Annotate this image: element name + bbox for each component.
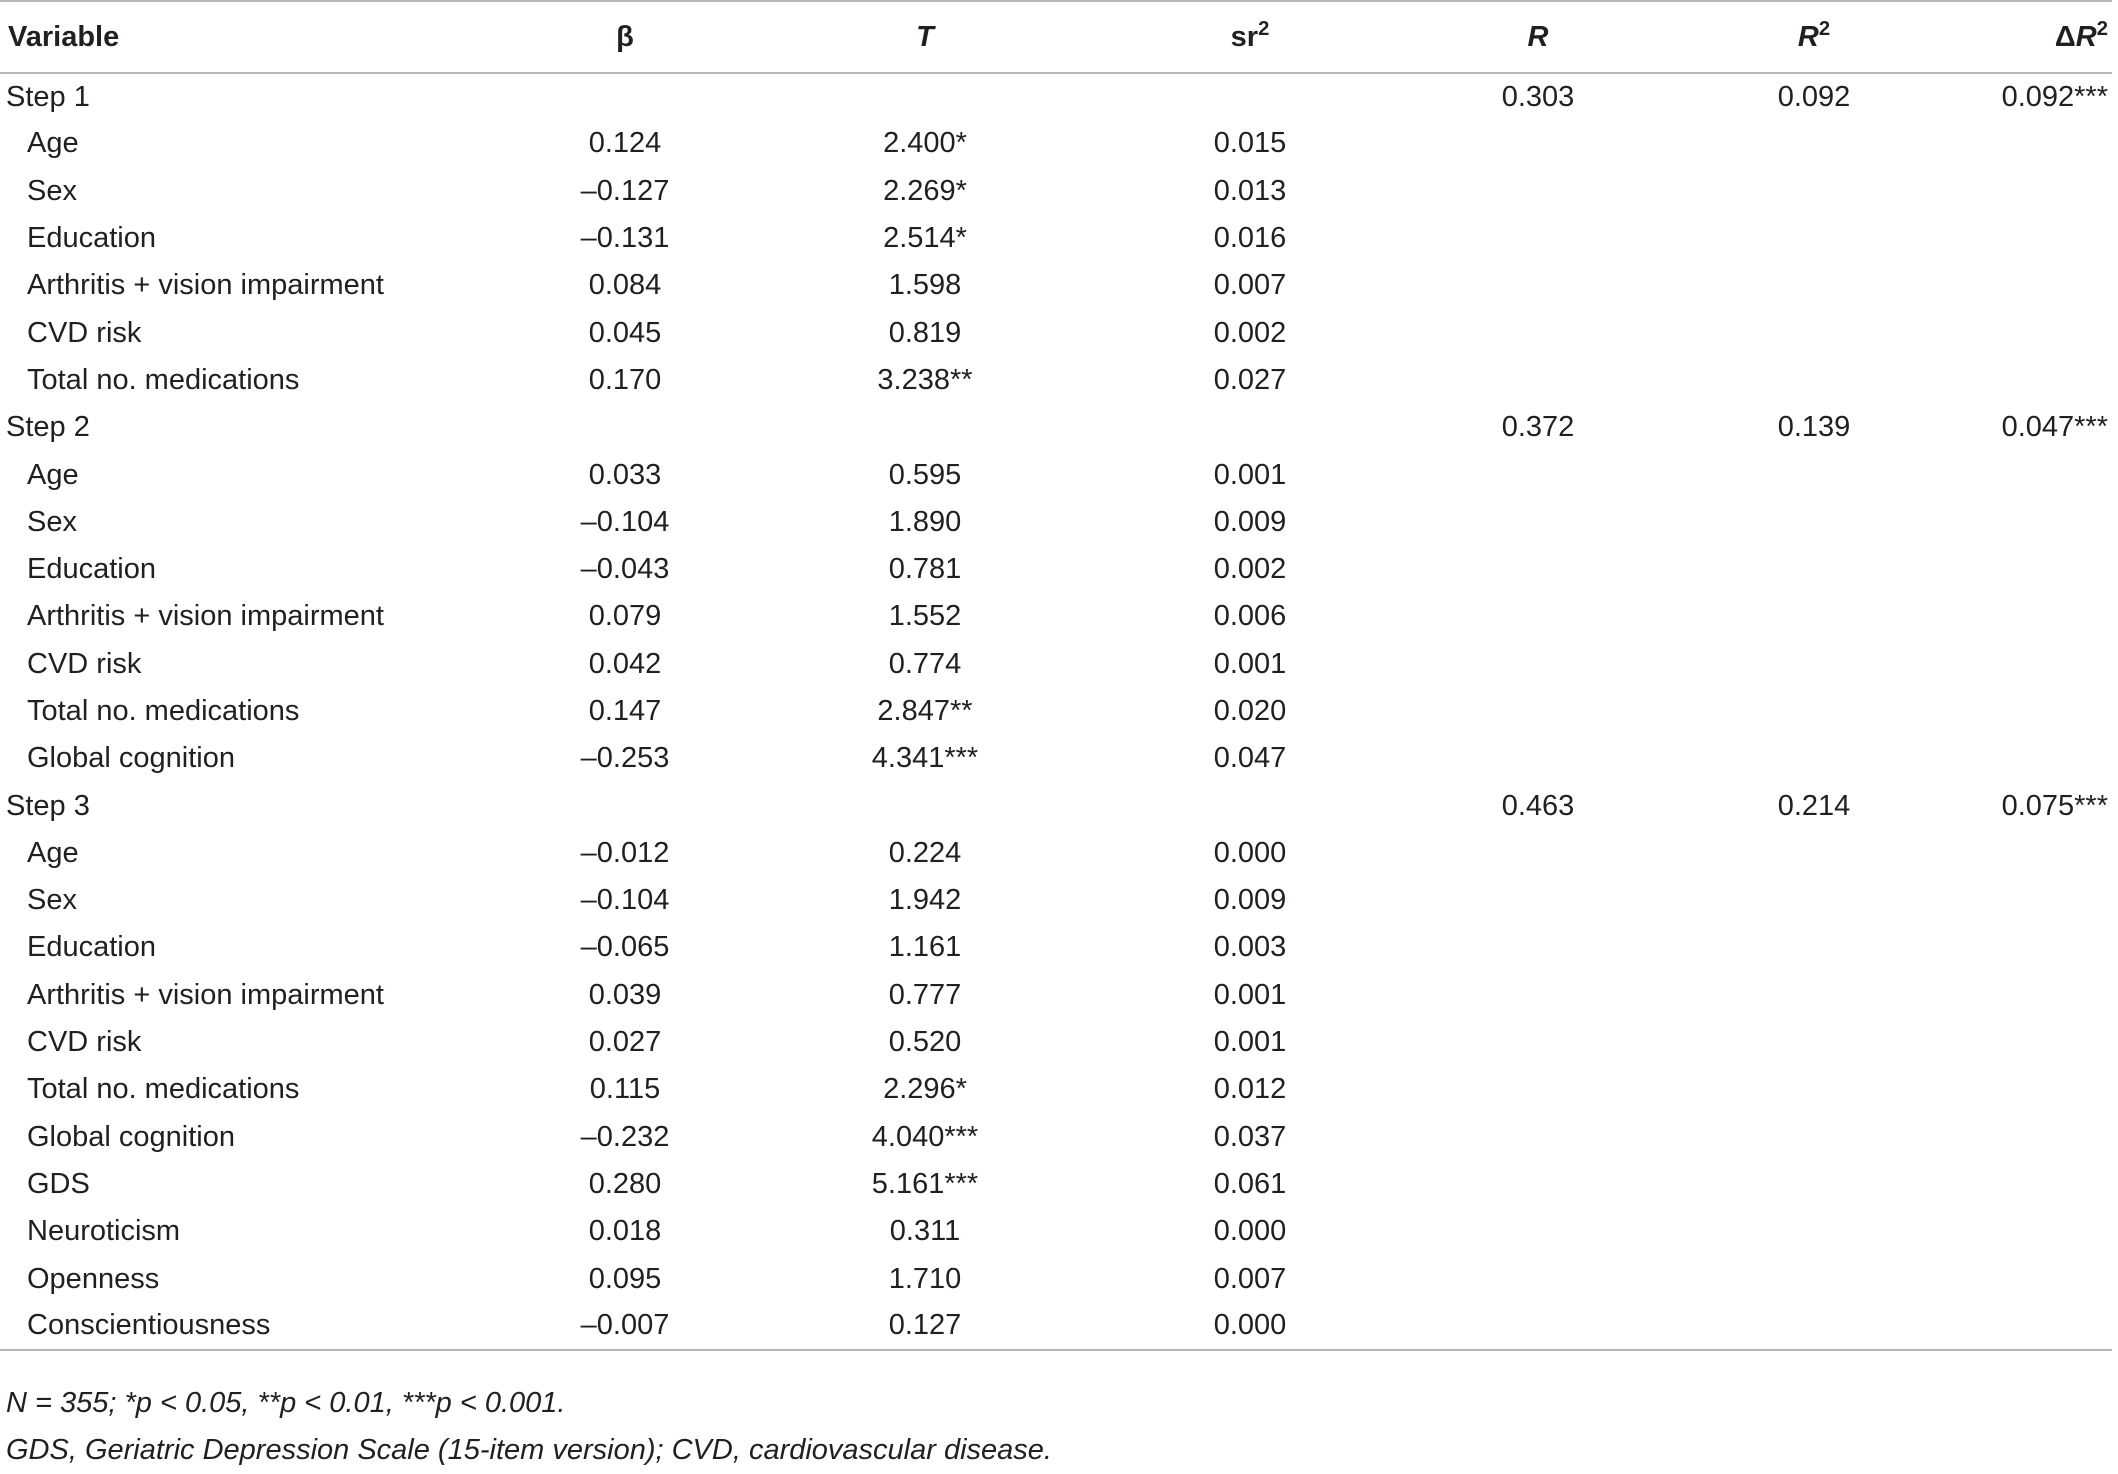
cell-sr2: 0.000 [1100,1303,1400,1350]
cell-sr2: 0.007 [1213,1262,1287,1295]
cell-sr2 [1100,404,1400,451]
cell-sr2: 0.001 [1213,978,1287,1011]
header-r2-sup: 2 [1818,17,1831,40]
header-r-text: R [1527,20,1549,53]
cell-delta-r2 [1952,877,2112,924]
table-row [0,924,2112,971]
cell-t: 1.161 [888,931,962,964]
cell-r2 [1676,120,1952,167]
table-row [0,215,2112,262]
cell-beta: –0.127 [580,174,670,207]
table-row [0,830,2112,877]
header-delta-r2 [1952,1,2112,73]
cell-sr2: 0.001 [1213,1026,1287,1059]
header-r2 [1676,1,1952,73]
header-t: T [750,1,1100,73]
cell-variable: Step 2 [6,411,90,444]
cell-r [1400,1255,1676,1302]
cell-sr2: 0.061 [1213,1167,1287,1200]
cell-t: 0.774 [888,647,962,680]
cell-r: 0.303 [1501,80,1575,113]
cell-r2 [1676,641,1952,688]
cell-delta-r2 [1952,972,2112,1019]
header-r2-text: R [1797,20,1819,53]
cell-r [1400,641,1676,688]
cell-beta: 0.115 [589,1073,661,1106]
table-row [0,262,2112,309]
table-row [0,593,2112,640]
cell-delta-r2 [1952,215,2112,262]
cell-beta: –0.232 [580,1120,670,1153]
header-delta-symbol: Δ [2054,20,2076,53]
header-delta-r2-text: R [2075,20,2097,53]
cell-r [1400,830,1676,877]
cell-r [1400,972,1676,1019]
cell-variable: Openness [27,1262,160,1295]
cell-delta-r2 [1952,1019,2112,1066]
cell-beta: 0.079 [588,600,662,633]
cell-t: 2.514* [883,222,967,255]
cell-delta-r2 [1952,168,2112,215]
cell-r [1400,1114,1676,1161]
cell-variable: Total no. medications [27,1073,300,1106]
cell-delta-r2 [1952,120,2112,167]
cell-beta: 0.095 [588,1262,662,1295]
table-row [0,1114,2112,1161]
cell-r2 [1676,830,1952,877]
table-row [0,877,2112,924]
cell-r2 [1676,168,1952,215]
table-row [0,1019,2112,1066]
cell-delta-r2: 0.075*** [2001,789,2108,822]
cell-variable: Education [27,553,156,586]
table-row [0,546,2112,593]
header-delta-r2-sup: 2 [2096,17,2108,40]
cell-t [750,73,1100,120]
table-body [0,73,2112,1350]
cell-beta [500,73,750,120]
cell-delta-r2 [1952,1255,2112,1302]
cell-sr2: 0.003 [1213,931,1287,964]
cell-r2: 0.092 [1777,80,1851,113]
table-row [0,972,2112,1019]
cell-beta: –0.043 [580,553,670,586]
cell-r [1400,215,1676,262]
table-row [0,1208,2112,1255]
cell-variable: Neuroticism [27,1215,181,1248]
cell-variable: Education [27,931,156,964]
cell-beta: 0.124 [588,127,662,160]
cell-variable: Global cognition [27,1120,235,1153]
cell-delta-r2 [1952,262,2112,309]
cell-r [1400,499,1676,546]
cell-r2 [1676,499,1952,546]
cell-sr2: 0.009 [1213,884,1287,917]
cell-delta-r2 [1952,1303,2112,1350]
cell-r [1400,688,1676,735]
cell-sr2: 0.001 [1213,647,1287,680]
cell-r [1400,1066,1676,1113]
cell-t: 0.777 [888,978,962,1011]
step-row [0,404,2112,451]
cell-beta: 0.045 [588,316,662,349]
cell-sr2: 0.002 [1213,316,1287,349]
cell-beta: 0.084 [588,269,662,302]
step-row [0,73,2112,120]
cell-r [1400,357,1676,404]
cell-variable: Age [27,458,79,491]
cell-t: 4.341*** [871,742,979,775]
cell-beta: –0.007 [500,1303,750,1350]
cell-variable: Sex [27,505,77,538]
cell-r2 [1676,877,1952,924]
cell-delta-r2 [1952,1114,2112,1161]
cell-beta: –0.253 [580,742,670,775]
header-sr2-sup: 2 [1258,17,1270,40]
table-row [0,309,2112,356]
cell-beta [500,404,750,451]
header-variable: Variable [0,1,500,73]
cell-variable: CVD risk [27,316,142,349]
footnote-abbreviations: GDS, Geriatric Depression Scale (15-item version); CVD, cardiovascular disease. [6,1434,1052,1466]
header-sr2 [1100,1,1400,73]
cell-variable: Age [27,127,79,160]
cell-sr2: 0.015 [1213,127,1287,160]
cell-delta-r2 [1952,593,2112,640]
cell-variable: Arthritis + vision impairment [27,978,384,1011]
footnote-sample-size: N = 355; *p < 0.05, **p < 0.01, ***p < 0.001. [6,1387,566,1419]
table-row [0,168,2112,215]
cell-r: 0.372 [1501,411,1575,444]
cell-variable: Arthritis + vision impairment [27,600,384,633]
table-row [0,1066,2112,1113]
table-row [0,120,2112,167]
cell-variable: Sex [27,884,77,917]
cell-sr2: 0.001 [1213,458,1287,491]
cell-r [1400,735,1676,782]
cell-r2 [1676,215,1952,262]
cell-delta-r2 [1952,451,2112,498]
table-row [0,735,2112,782]
cell-t: 1.890 [888,505,962,538]
cell-beta: –0.065 [580,931,670,964]
cell-beta: 0.039 [588,978,662,1011]
cell-beta [500,782,750,829]
table-header [0,1,2112,73]
cell-variable: Global cognition [27,742,235,775]
cell-r2 [1676,593,1952,640]
cell-beta: –0.131 [580,222,670,255]
cell-t: 0.311 [889,1215,961,1248]
cell-variable: GDS [27,1167,90,1200]
cell-delta-r2 [1952,735,2112,782]
cell-sr2: 0.002 [1213,553,1287,586]
cell-r [1400,451,1676,498]
cell-sr2: 0.009 [1213,505,1287,538]
cell-delta-r2 [1952,357,2112,404]
cell-r [1400,1208,1676,1255]
cell-beta: –0.104 [580,884,670,917]
cell-t: 2.400* [883,127,967,160]
cell-delta-r2 [1952,1066,2112,1113]
cell-r [1400,593,1676,640]
cell-sr2: 0.006 [1213,600,1287,633]
cell-sr2: 0.027 [1213,363,1287,396]
cell-t: 1.598 [888,269,962,302]
header-beta: β [500,1,750,73]
cell-variable: Total no. medications [27,363,300,396]
cell-variable: Education [27,222,156,255]
header-sr2-text: sr [1230,20,1259,53]
cell-sr2 [1100,782,1400,829]
cell-sr2: 0.012 [1213,1073,1287,1106]
cell-variable: CVD risk [27,647,142,680]
cell-t [750,782,1100,829]
cell-r: 0.463 [1501,789,1575,822]
cell-r2 [1676,309,1952,356]
step-row [0,782,2112,829]
cell-delta-r2 [1952,546,2112,593]
cell-r2 [1676,1161,1952,1208]
cell-sr2: 0.037 [1213,1120,1287,1153]
cell-sr2: 0.000 [1213,1215,1287,1248]
cell-variable: Step 1 [6,80,90,113]
table-row [0,641,2112,688]
cell-t: 5.161*** [871,1167,979,1200]
cell-r2 [1676,735,1952,782]
cell-t: 4.040*** [871,1120,979,1153]
cell-r2 [1676,1066,1952,1113]
cell-r2 [1676,972,1952,1019]
table-footnotes [6,1380,1052,1474]
cell-t: 0.595 [888,458,962,491]
cell-t: 3.238** [877,363,973,396]
table-row [0,451,2112,498]
cell-t: 0.520 [888,1026,962,1059]
cell-r [1400,1161,1676,1208]
cell-t: 0.224 [888,836,962,869]
cell-delta-r2 [1952,830,2112,877]
cell-r2 [1676,688,1952,735]
cell-beta: –0.012 [580,836,670,869]
cell-beta: 0.147 [588,695,662,727]
cell-r [1400,546,1676,593]
cell-t: 2.296* [883,1073,967,1106]
cell-beta: 0.027 [588,1026,662,1059]
cell-sr2: 0.016 [1213,222,1287,255]
cell-r [1400,120,1676,167]
cell-variable: Conscientiousness [0,1303,500,1350]
cell-t: 2.269* [883,174,967,207]
cell-delta-r2 [1952,1208,2112,1255]
cell-variable: Age [27,836,79,869]
cell-r2 [1676,1019,1952,1066]
cell-sr2 [1100,73,1400,120]
cell-t: 1.710 [888,1262,962,1295]
cell-t: 0.127 [750,1303,1100,1350]
cell-delta-r2: 0.092*** [2001,80,2108,113]
cell-r2 [1676,262,1952,309]
cell-beta: 0.280 [588,1167,662,1200]
cell-r [1400,1019,1676,1066]
cell-delta-r2 [1952,499,2112,546]
cell-r2 [1676,1114,1952,1161]
table-row [0,1255,2112,1302]
cell-r [1400,309,1676,356]
cell-variable: Sex [27,174,77,207]
cell-t [750,404,1100,451]
cell-variable: Total no. medications [27,695,300,727]
cell-r [1400,1303,1676,1350]
cell-variable: Step 3 [6,789,90,822]
cell-delta-r2 [1952,1161,2112,1208]
cell-delta-r2 [1952,924,2112,971]
cell-sr2: 0.000 [1213,836,1287,869]
cell-r2 [1676,451,1952,498]
cell-r2 [1676,1303,1952,1350]
cell-r [1400,924,1676,971]
cell-r2 [1676,546,1952,593]
cell-beta: 0.170 [588,363,662,396]
cell-delta-r2 [1952,309,2112,356]
table-row [0,688,2112,735]
table-row [0,357,2112,404]
cell-t: 0.819 [888,316,962,349]
cell-delta-r2 [1952,641,2112,688]
cell-r2 [1676,1255,1952,1302]
cell-r [1400,262,1676,309]
cell-r2: 0.214 [1777,789,1851,822]
cell-r2 [1676,1208,1952,1255]
cell-r [1400,168,1676,215]
cell-beta: 0.042 [588,647,662,680]
cell-t: 2.847** [877,695,973,727]
header-r [1400,1,1676,73]
cell-t: 1.942 [888,884,962,917]
cell-t: 0.781 [888,553,962,586]
cell-beta: –0.104 [580,505,670,538]
cell-r2 [1676,924,1952,971]
cell-r [1400,877,1676,924]
cell-delta-r2: 0.047*** [2001,411,2108,444]
cell-t: 1.552 [888,600,962,633]
cell-delta-r2 [1952,688,2112,735]
cell-beta: 0.033 [588,458,662,491]
cell-sr2: 0.020 [1213,695,1287,727]
cell-variable: CVD risk [27,1026,142,1059]
table-row [0,499,2112,546]
header-row [0,1,2112,73]
cell-sr2: 0.047 [1213,742,1287,775]
cell-variable: Arthritis + vision impairment [27,269,384,302]
table-row [0,1303,2112,1350]
cell-beta: 0.018 [588,1215,662,1248]
table-row [0,1161,2112,1208]
cell-sr2: 0.013 [1213,174,1287,207]
cell-sr2: 0.007 [1213,269,1287,302]
cell-r2 [1676,357,1952,404]
cell-r2: 0.139 [1777,411,1851,444]
